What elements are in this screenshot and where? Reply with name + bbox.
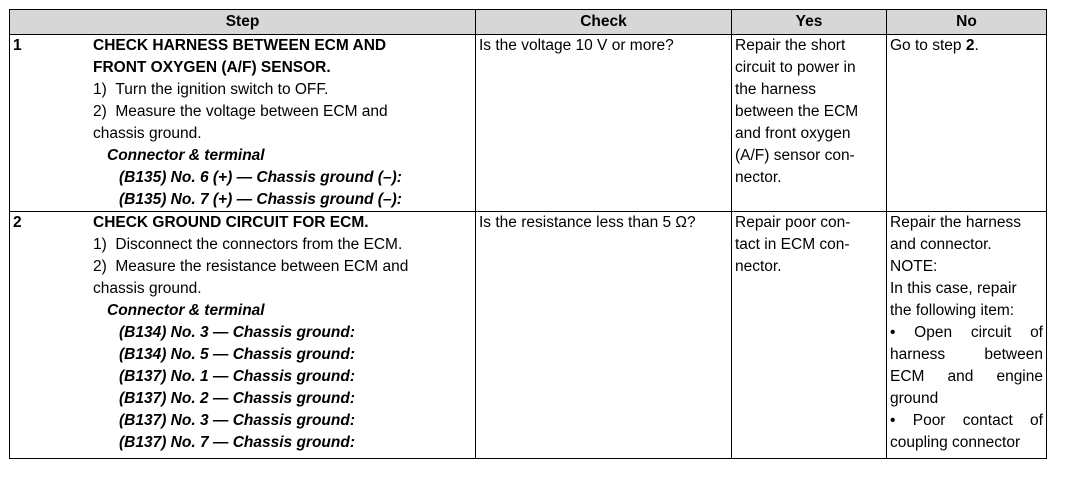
step-number: 2: [13, 214, 22, 231]
note-line: the following item:: [890, 302, 1015, 319]
connector-item: (B137) No. 2 — Chassis ground:: [119, 390, 355, 407]
instruction-line: chassis ground.: [93, 280, 202, 297]
no-cell-1: [887, 35, 1047, 212]
yes-line: nector.: [735, 258, 782, 275]
yes-line: nector.: [735, 169, 782, 186]
instruction-line: chassis ground.: [93, 125, 202, 142]
step-title-line: CHECK GROUND CIRCUIT FOR ECM.: [93, 214, 369, 231]
connector-item: (B135) No. 7 (+) — Chassis ground (–):: [119, 191, 402, 208]
connector-item: (B134) No. 3 — Chassis ground:: [119, 324, 355, 341]
no-line: and connector.: [890, 236, 992, 253]
yes-cell-1: [732, 35, 887, 212]
connector-item: (B137) No. 7 — Chassis ground:: [119, 434, 355, 451]
check-cell-1: [476, 35, 732, 212]
step-title-line: FRONT OXYGEN (A/F) SENSOR.: [93, 59, 331, 76]
header-row: [10, 10, 1047, 35]
step-title-line: CHECK HARNESS BETWEEN ECM AND: [93, 37, 387, 54]
yes-line: between the ECM: [735, 103, 859, 120]
instruction-line: 2) Measure the voltage between ECM and: [93, 103, 388, 120]
check-text: Is the voltage 10 V or more?: [479, 37, 674, 54]
instruction-line: 1) Disconnect the connectors from the ECM.: [93, 236, 403, 253]
yes-line: (A/F) sensor con-: [735, 147, 855, 164]
yes-line: Repair the short: [735, 37, 846, 54]
no-text-suffix: .: [974, 37, 979, 54]
no-cell-2: [887, 212, 1047, 459]
instruction-line: 1) Turn the ignition switch to OFF.: [93, 81, 329, 98]
connector-item: (B134) No. 5 — Chassis ground:: [119, 346, 355, 363]
step-cell-1: [10, 35, 476, 212]
yes-cell-2: [732, 212, 887, 459]
instruction-line: 2) Measure the resistance between ECM and: [93, 258, 409, 275]
connector-title: Connector & terminal: [107, 147, 265, 164]
yes-line: the harness: [735, 81, 816, 98]
step-number: 1: [13, 37, 22, 54]
note-bullet-line: coupling connector: [890, 434, 1021, 451]
note-line: In this case, repair: [890, 280, 1017, 297]
header-no: No: [887, 10, 1047, 35]
header-step: Step: [10, 10, 476, 35]
header-check: Check: [476, 10, 732, 35]
check-cell-2: [476, 212, 732, 459]
no-line: Repair the harness: [890, 214, 1021, 231]
diagnostic-table: [9, 9, 1047, 459]
step-body-2: [93, 212, 471, 454]
connector-item: (B135) No. 6 (+) — Chassis ground (–):: [119, 169, 402, 186]
note-bullet-line: harness between: [890, 346, 1043, 363]
note-bullet-line: • Poor contact of: [890, 412, 1043, 429]
header-yes: Yes: [732, 10, 887, 35]
table-row-step-1: [10, 35, 1047, 212]
step-cell-2: [10, 212, 476, 459]
note-label: NOTE:: [890, 258, 938, 275]
table-row-step-2: [10, 212, 1047, 459]
step-body-1: [93, 35, 471, 211]
no-step-ref: 2: [965, 37, 975, 54]
yes-line: circuit to power in: [735, 59, 856, 76]
check-text: Is the resistance less than 5 Ω?: [479, 214, 696, 231]
yes-line: and front oxygen: [735, 125, 851, 142]
no-text: [890, 35, 1043, 57]
note-bullet-line: ECM and engine: [890, 368, 1043, 385]
note-bullet-line: • Open circuit of: [890, 324, 1043, 341]
note-bullet-line: ground: [890, 390, 939, 407]
yes-line: tact in ECM con-: [735, 236, 850, 253]
connector-item: (B137) No. 1 — Chassis ground:: [119, 368, 355, 385]
connector-item: (B137) No. 3 — Chassis ground:: [119, 412, 355, 429]
no-text-prefix: Go to step: [890, 37, 966, 54]
yes-line: Repair poor con-: [735, 214, 851, 231]
connector-title: Connector & terminal: [107, 302, 265, 319]
